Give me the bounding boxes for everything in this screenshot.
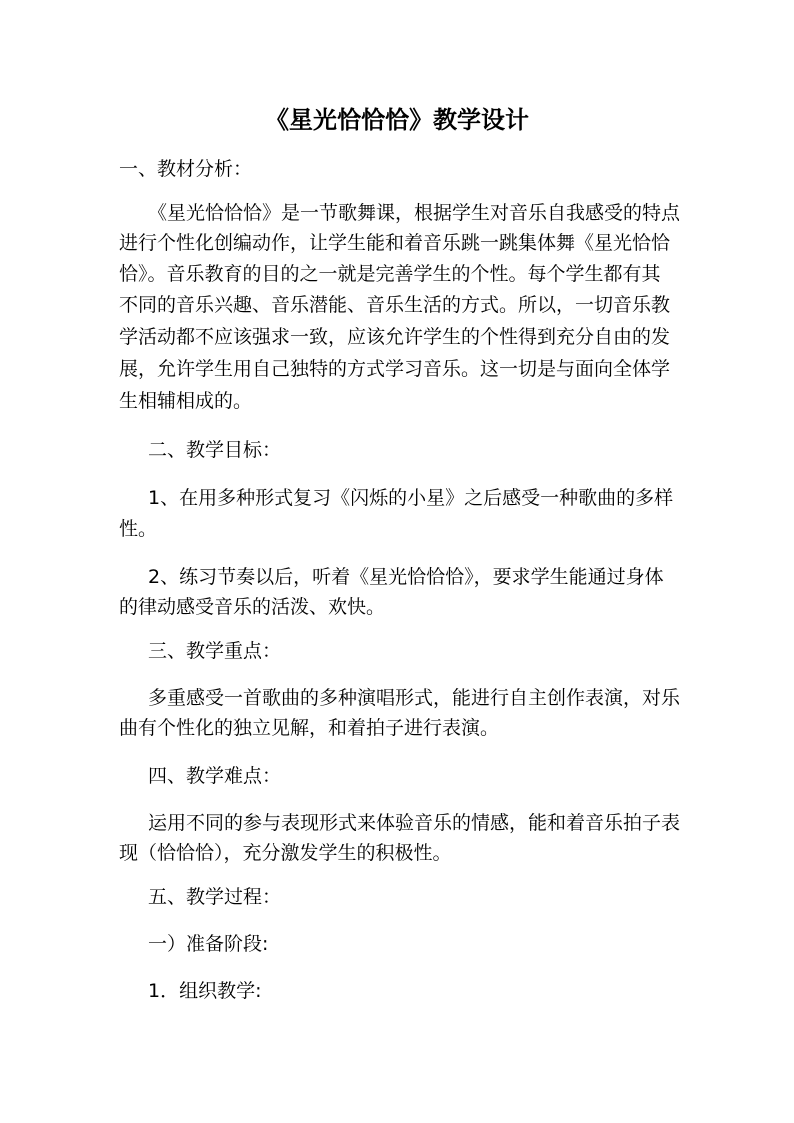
paragraph-line: 进行个性化创编动作，让学生能和着音乐跳一跳集体舞《星光恰恰 — [119, 232, 671, 254]
goal-item-1: 1、在用多种形式复习《闪烁的小星》之后感受一种歌曲的多样 — [148, 487, 674, 509]
paragraph-line: 现（恰恰恰），充分激发学生的积极性。 — [119, 842, 452, 864]
section-heading-goals: 二、教学目标： — [148, 439, 282, 461]
goal-item-2-continued: 的律动感受音乐的活泼、欢快。 — [119, 596, 386, 618]
goal-item-2: 2、练习节奏以后，听着《星光恰恰恰》，要求学生能通过身体 — [148, 566, 664, 588]
paragraph-line: 生相辅相成的。 — [119, 390, 253, 412]
section-heading-analysis: 一、教材分析： — [119, 158, 253, 180]
process-stage-1: 一）准备阶段: — [148, 933, 269, 955]
process-step-1: 1．组织教学: — [148, 980, 262, 1002]
paragraph-line: 运用不同的参与表现形式来体验音乐的情感，能和着音乐拍子表 — [148, 812, 681, 834]
paragraph-line: 恰》。音乐教育的目的之一就是完善学生的个性。每个学生都有其 — [119, 263, 661, 285]
document-title: 《星光恰恰恰》教学设计 — [265, 106, 529, 134]
section-heading-process: 五、教学过程： — [148, 886, 282, 908]
paragraph-line: 展，允许学生用自己独特的方式学习音乐。这一切是与面向全体学 — [119, 358, 671, 380]
paragraph-line: 曲有个性化的独立见解，和着拍子进行表演。 — [119, 717, 500, 739]
paragraph-line: 《星光恰恰恰》是一节歌舞课，根据学生对音乐自我感受的特点 — [148, 202, 681, 224]
section-heading-difficulties: 四、教学难点： — [148, 765, 282, 787]
paragraph-line: 不同的音乐兴趣、音乐潜能、音乐生活的方式。所以，一切音乐教 — [119, 294, 671, 316]
paragraph-line: 学活动都不应该强求一致，应该允许学生的个性得到充分自由的发 — [119, 326, 671, 348]
paragraph-line: 多重感受一首歌曲的多种演唱形式，能进行自主创作表演，对乐 — [148, 687, 681, 709]
section-heading-key-points: 三、教学重点： — [148, 640, 282, 662]
goal-item-1-continued: 性。 — [119, 518, 158, 540]
